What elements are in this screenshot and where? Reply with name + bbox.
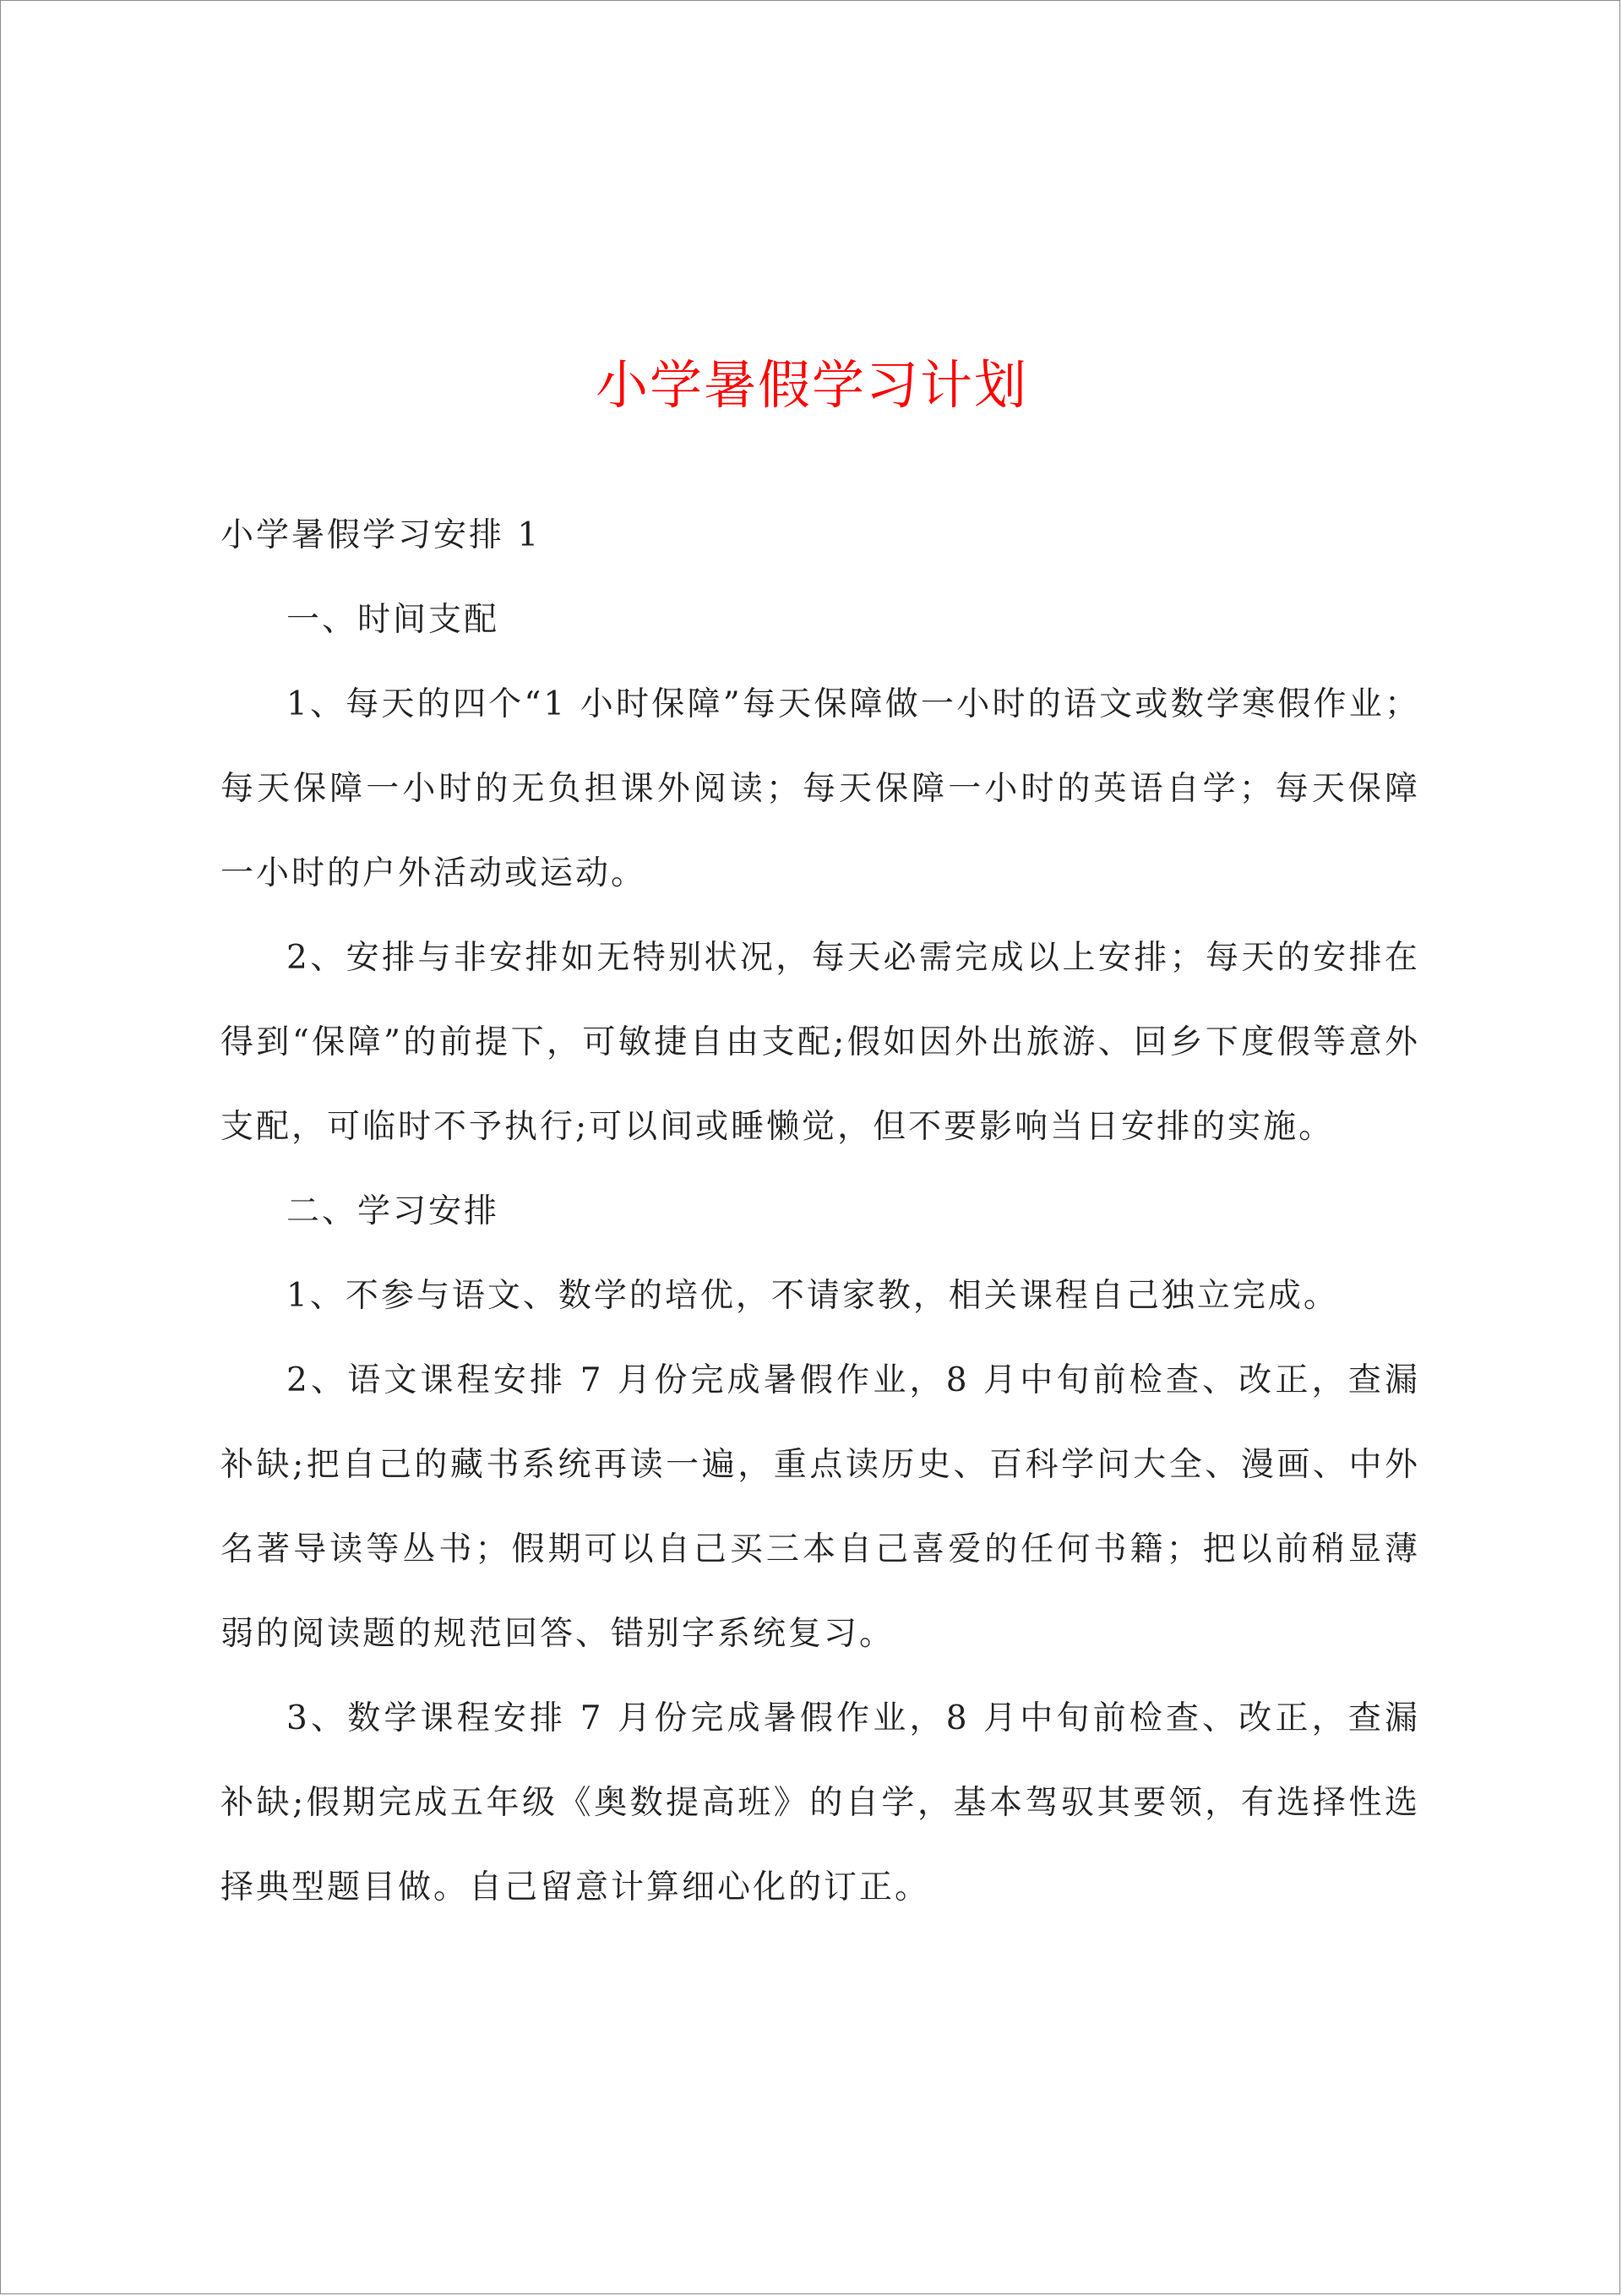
document-title: 小学暑假学习计划 — [595, 354, 1028, 416]
paragraph-time-1: 1、每天的四个“1 小时保障”每天保障做一小时的语文或数学寒假作业；每天保障一小时的无负担课外阅读；每天保障一小时的英语自学；每天保障一小时的户外活动或运动。 — [220, 685, 1420, 892]
section-heading-time: 一、时间支配 — [286, 601, 500, 639]
document-body — [220, 494, 1420, 1930]
paragraph-study-1: 1、不参与语文、数学的培优，不请家教，相关课程自己独立完成。 — [286, 1277, 1339, 1315]
section-heading-study: 二、学习安排 — [286, 1192, 500, 1230]
paragraph-study-3: 3、数学课程安排 7 月份完成暑假作业，8 月中旬前检查、改正，查漏补缺;假期完成五年级《奥数提高班》的自学，基本驾驭其要领，有选择性选择典型题目做。自己留意计算细心化的订正。 — [220, 1699, 1420, 1906]
paragraph-time-2: 2、安排与非安排如无特别状况，每天必需完成以上安排；每天的安排在得到“保障”的前提下，可敏捷自由支配;假如因外出旅游、回乡下度假等意外支配，可临时不予执行;可以间或睡懒觉，但不要影响当日安排的实施。 — [220, 939, 1420, 1146]
paragraph-study-2: 2、语文课程安排 7 月份完成暑假作业，8 月中旬前检查、改正，查漏补缺;把自己的藏书系统再读一遍，重点读历史、百科学问大全、漫画、中外名著导读等丛书；假期可以自己买三本自己喜爱的任何书籍；把以前稍显薄弱的阅读题的规范回答、错别字系统复习。 — [220, 1361, 1420, 1653]
section-heading-plan-1: 小学暑假学习安排 1 — [220, 516, 542, 554]
